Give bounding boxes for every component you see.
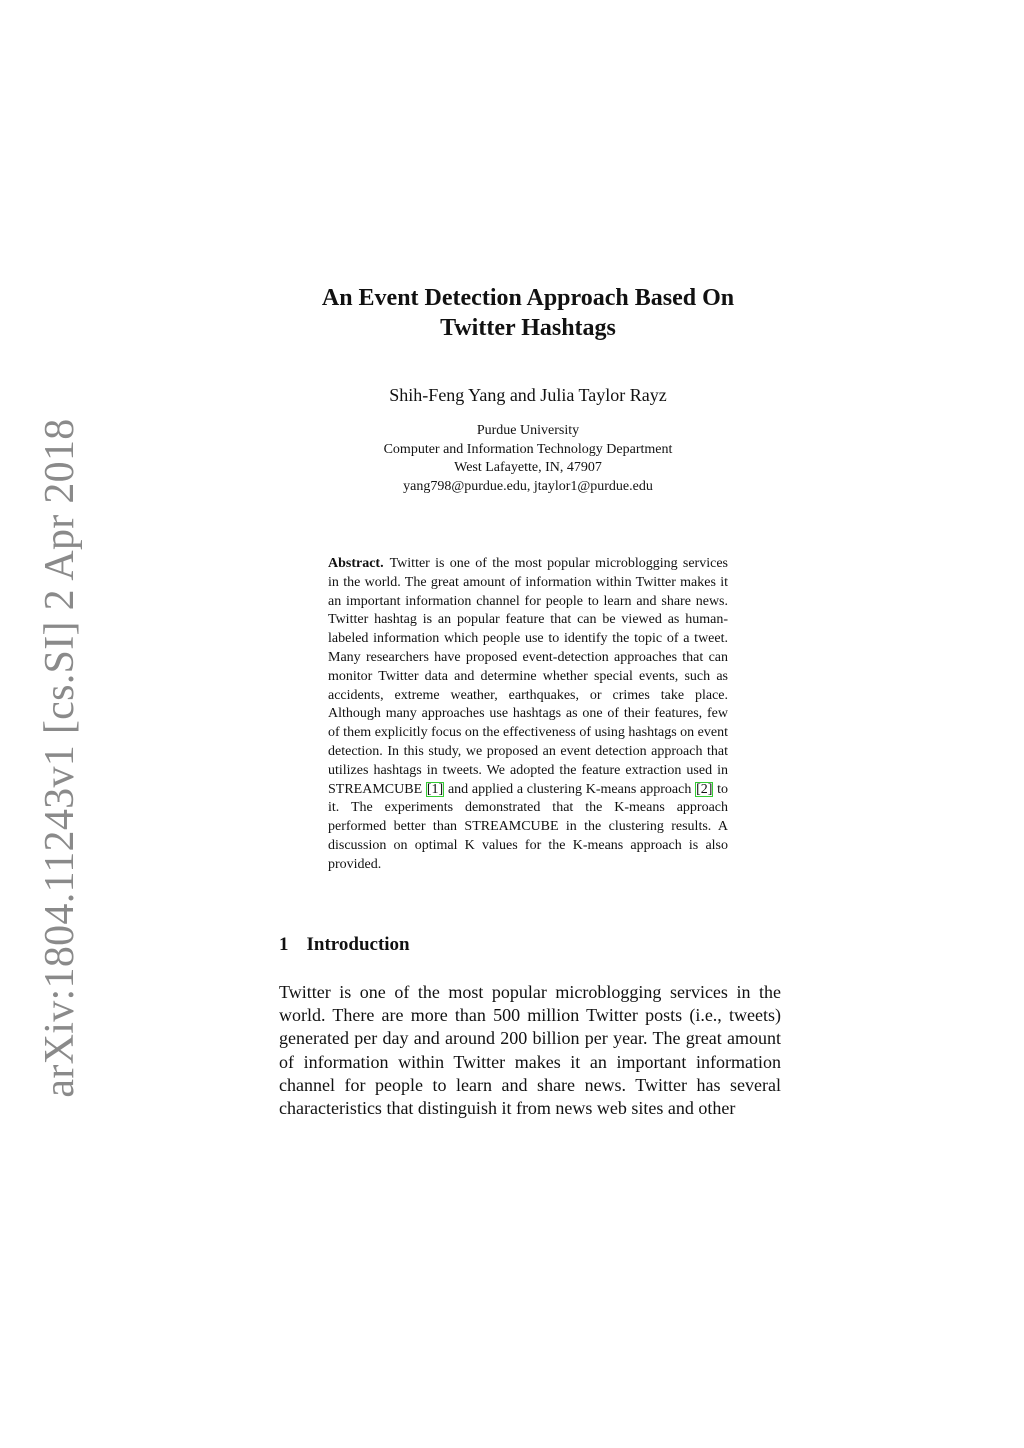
citation-link-1[interactable]: [1]	[426, 781, 444, 797]
abstract-text-part-3: to it. The experiments demonstrated that the K-means approach performed better than STREAMCUBE in the clustering results. A discussion on optimal K values for the K-means approach is also provided.	[328, 781, 729, 872]
affiliation-block	[0, 422, 1024, 496]
abstract	[328, 555, 728, 875]
affiliation-department: Computer and Information Technology Department	[383, 441, 673, 457]
section-heading-introduction	[279, 934, 410, 956]
affiliation-university: Purdue University	[476, 423, 580, 438]
introduction-paragraph: Twitter is one of the most popular microblogging services in the world. There are more than 500 million Twitter posts (i.e., tweets) generated per day and around 200 billion per year. The great amount of information within Twitter makes it an important information channel for people to learn and share news. Twitter has several characteristics that distinguish it from news web sites and other	[279, 982, 781, 1119]
abstract-text-part-1: Twitter is one of the most popular microblogging services in the world. The great amount of information within Twitter makes it an important information channel for people to learn and share news. Twitter hashtag is an popular feature that can be viewed as human-labeled information which people use to identify the topic of a tweet. Many researchers have proposed event-detection approaches that can monitor Twitter data and determine whether special events, such as accidents, extreme weather, earthquakes, or crimes take place. Although many approaches use hashtags as one of their features, few of them explicitly focus on the effectiveness of using hashtags on event detection. In this study, we proposed an event detection approach that utilizes hashtags in tweets. We adopted the feature extraction used in STREAMCUBE	[328, 556, 728, 797]
abstract-text-part-2: and applied a clustering K-means approach	[447, 781, 692, 797]
paper-title	[0, 283, 1024, 343]
title-line-1: An Event Detection Approach Based On	[321, 285, 735, 311]
affiliation-emails: yang798@purdue.edu, jtaylor1@purdue.edu	[403, 478, 653, 494]
section-title: Introduction	[306, 934, 410, 955]
citation-link-2[interactable]: [2]	[696, 781, 713, 797]
author-list: Shih-Feng Yang and Julia Taylor Rayz	[389, 385, 667, 405]
section-number: 1	[279, 934, 289, 955]
arxiv-identifier-stamp: arXiv:1804.11243v1 [cs.SI] 2 Apr 2018	[37, 418, 83, 1098]
title-line-2: Twitter Hashtags	[440, 315, 616, 341]
affiliation-location: West Lafayette, IN, 47907	[454, 460, 602, 475]
abstract-label: Abstract.	[328, 556, 384, 571]
